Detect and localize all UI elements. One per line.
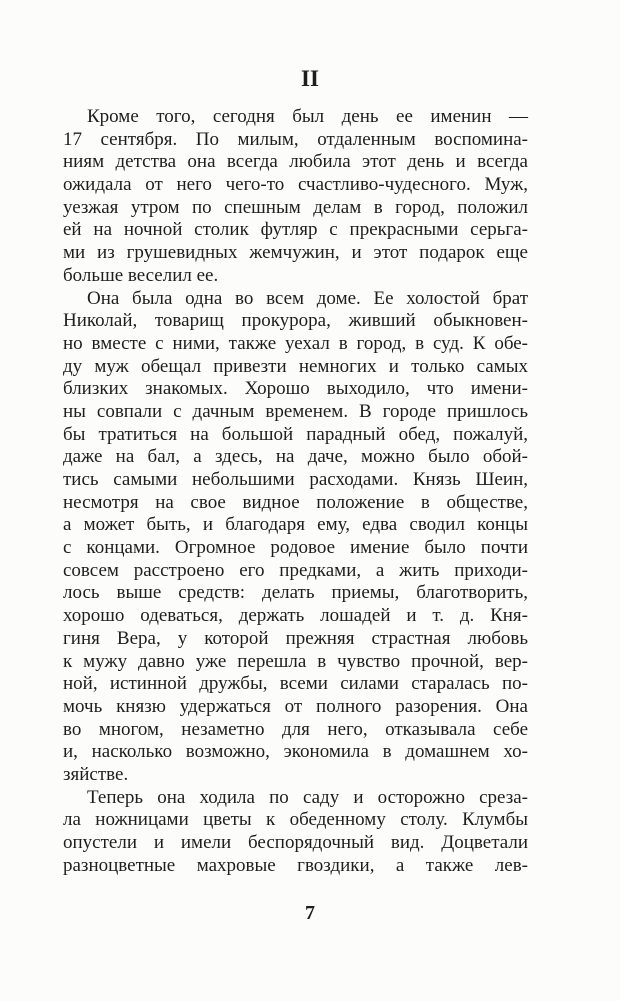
text-line: мочь князю удержаться от полного разорения. Она xyxy=(63,695,528,717)
text-line: 17 сентября. По милым, отдаленным воспомина- xyxy=(63,128,528,150)
text-line: ожидала от него чего-то счастливо-чудесного. Муж, xyxy=(63,174,528,196)
text-line: близких знакомых. Хорошо выходило, что имени- xyxy=(63,378,528,400)
text-line: хорошо одеваться, держать лошадей и т. д. Кня- xyxy=(63,605,528,627)
text-line: во многом, незаметно для него, отказывала себе xyxy=(63,718,528,740)
text-line: гиня Вера, у которой прежняя страстная любовь xyxy=(63,627,528,649)
text-line: ла ножницами цветы к обеденному столу. Клумбы xyxy=(63,809,528,831)
text-line: а может быть, и благодаря ему, едва сводил концы xyxy=(63,514,528,536)
paragraph xyxy=(63,787,528,878)
text-line: разноцветные махровые гвоздики, а также лев- xyxy=(63,854,528,876)
text-line: совсем расстроено его предками, а жить приходи- xyxy=(63,559,528,581)
text-line: ми из грушевидных жемчужин, и этот подарок еще xyxy=(63,242,528,264)
body-text xyxy=(63,106,528,877)
text-line: больше веселил ее. xyxy=(63,264,219,286)
paragraph xyxy=(63,106,528,288)
page-number: 7 xyxy=(305,902,315,924)
text-line: ной, истинной дружбы, всеми силами старалась по- xyxy=(63,673,528,695)
text-line: уезжая утром по спешным делам в город, положил xyxy=(63,196,528,218)
text-line: бы тратиться на большой парадный обед, пожалуй, xyxy=(63,423,528,445)
text-line: к мужу давно уже перешла в чувство прочной, вер- xyxy=(63,650,528,672)
text-line: зяйстве. xyxy=(63,763,129,785)
text-line: лось выше средств: делать приемы, благотворить, xyxy=(63,582,528,604)
text-line: ду муж обещал привезти немногих и только самых xyxy=(63,355,528,377)
text-line: ниям детства она всегда любила этот день и всегда xyxy=(63,151,528,173)
text-line: ей на ночной столик футляр с прекрасными серьга- xyxy=(63,219,528,241)
text-line: но вместе с ними, также уехал в город, в суд. К обе- xyxy=(63,332,528,354)
text-line: Николай, товарищ прокурора, живший обыкновен- xyxy=(63,310,528,332)
text-line: несмотря на свое видное положение в обществе, xyxy=(63,491,528,513)
paragraph xyxy=(63,288,528,787)
text-line: и, насколько возможно, экономила в домашнем хо- xyxy=(63,741,528,763)
text-line: Теперь она ходила по саду и осторожно среза- xyxy=(87,786,528,808)
chapter-heading: II xyxy=(301,66,319,91)
text-line: Она была одна во всем доме. Ее холостой брат xyxy=(87,287,528,309)
text-line: даже на бал, а здесь, на даче, можно было обой- xyxy=(63,446,528,468)
text-line: с концами. Огромное родовое имение было почти xyxy=(63,537,528,559)
text-line: Кроме того, сегодня был день ее именин — xyxy=(87,106,528,127)
text-line: тись самыми небольшими расходами. Князь Шеин, xyxy=(63,469,528,490)
text-line: опустели и имели беспорядочный вид. Доцветали xyxy=(63,832,528,853)
text-line: ны совпали с дачным временем. В городе пришлось xyxy=(63,400,528,422)
